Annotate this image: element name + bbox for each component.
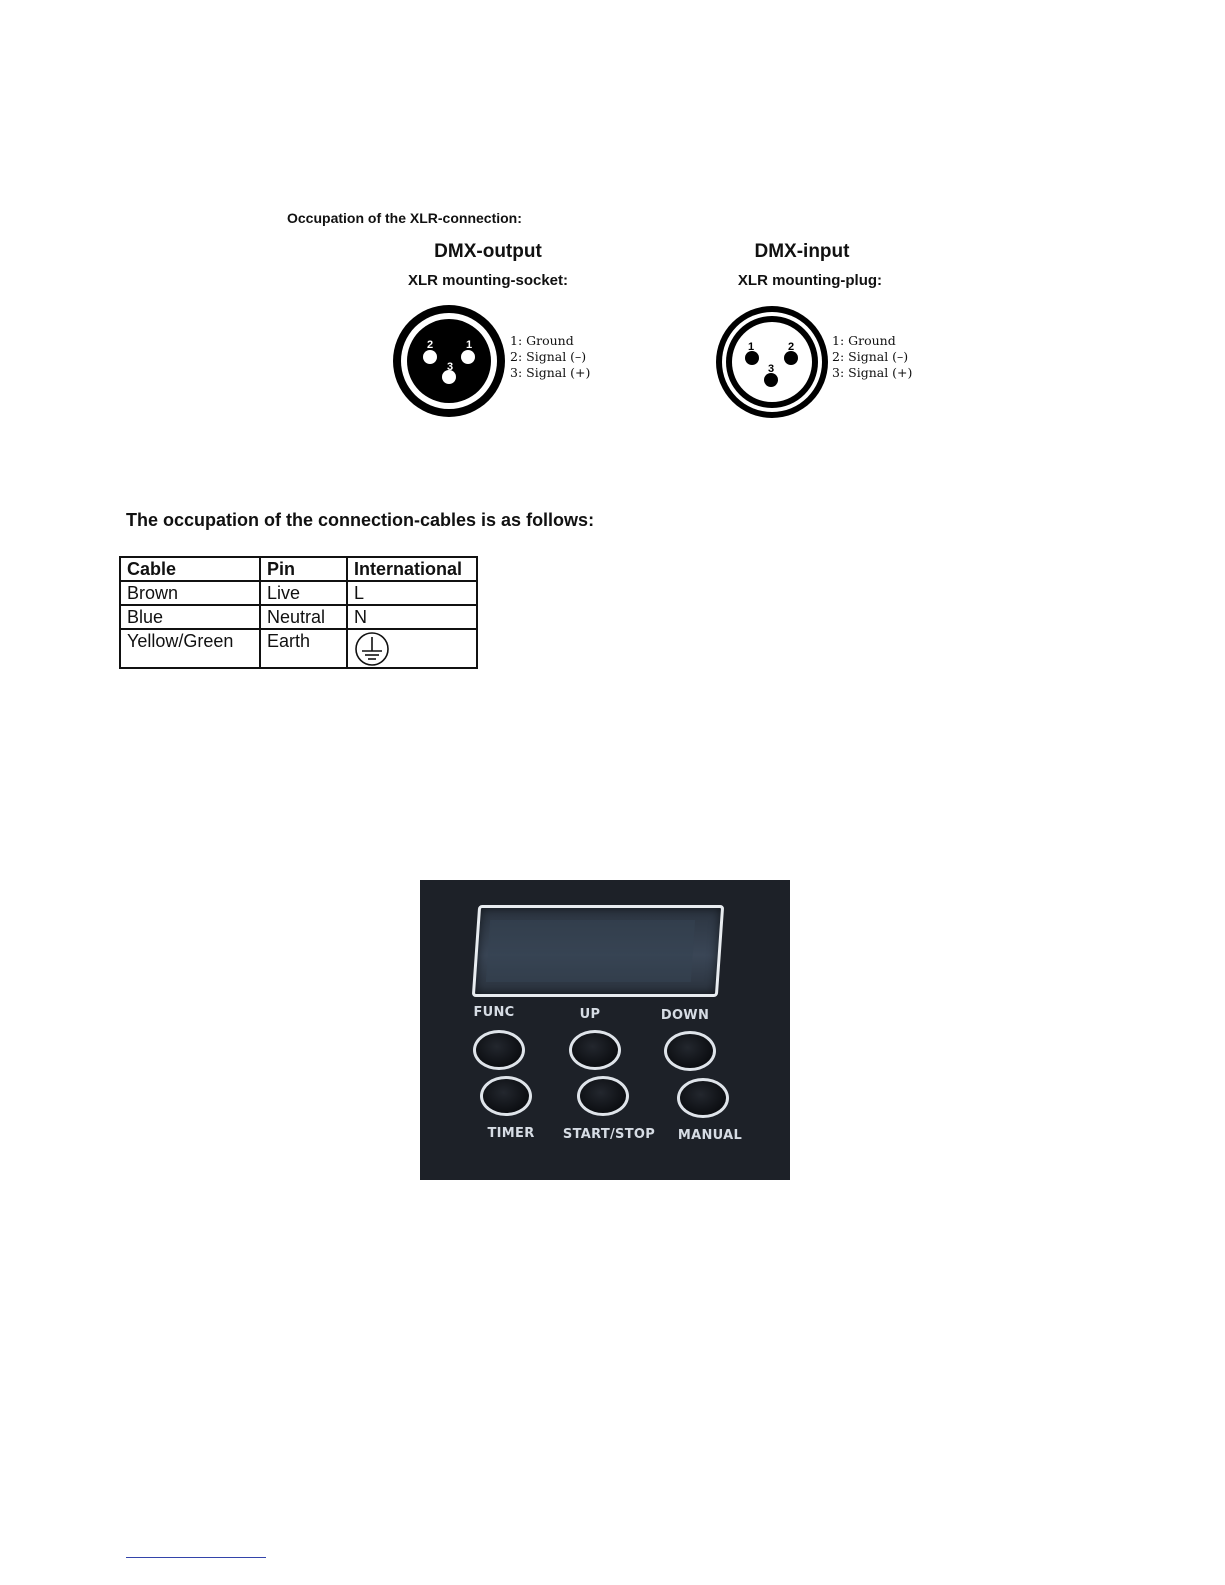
pin-legend-line: 3: Signal (+) <box>832 365 913 380</box>
column-header-international: International <box>347 557 477 581</box>
dmx-input-pin-legend <box>832 333 912 381</box>
protective-earth-icon <box>354 631 390 667</box>
cell-international <box>347 629 477 668</box>
socket-pin-label-2: 2 <box>426 339 434 351</box>
xlr-plug-icon <box>713 303 831 421</box>
up-label: UP <box>579 1007 601 1022</box>
plug-pin-2 <box>784 351 798 365</box>
pin-legend-line: 1: Ground <box>832 333 896 348</box>
table-header-row <box>120 557 477 581</box>
xlr-socket-icon <box>390 302 508 420</box>
xlr-section-title: Occupation of the XLR-connection: <box>287 210 522 226</box>
down-label: DOWN <box>660 1008 710 1023</box>
plug-pin-label-3: 3 <box>767 363 775 375</box>
start-stop-label: START/STOP <box>562 1127 656 1142</box>
pin-legend-line: 2: Signal (–) <box>510 349 587 364</box>
dmx-output-heading: DMX-output <box>434 241 542 262</box>
cell-cable: Yellow/Green <box>120 629 260 668</box>
cell-pin: Neutral <box>260 605 347 629</box>
plug-pin-3 <box>764 373 778 387</box>
cell-pin: Live <box>260 581 347 605</box>
timer-button[interactable] <box>480 1076 532 1116</box>
cell-international: L <box>347 581 477 605</box>
socket-pin-label-3: 3 <box>446 361 454 373</box>
plug-pin-1 <box>745 351 759 365</box>
up-button[interactable] <box>569 1030 621 1070</box>
timer-label: TIMER <box>487 1126 535 1141</box>
manual-label: MANUAL <box>677 1128 743 1143</box>
lcd-display <box>472 905 724 997</box>
table-row <box>120 605 477 629</box>
control-panel-photo <box>420 880 790 1180</box>
start-stop-button[interactable] <box>577 1076 629 1116</box>
footer-rule <box>126 1557 266 1558</box>
cable-section-heading: The occupation of the connection-cables is as follows: <box>126 510 595 530</box>
down-button[interactable] <box>664 1031 716 1071</box>
socket-pin-2 <box>423 350 437 364</box>
plug-pin-label-1: 1 <box>747 341 755 353</box>
table-row <box>120 629 477 668</box>
pin-legend-line: 2: Signal (–) <box>832 349 909 364</box>
pin-legend-line: 3: Signal (+) <box>510 365 591 380</box>
column-header-cable: Cable <box>120 557 260 581</box>
cell-pin: Earth <box>260 629 347 668</box>
dmx-input-subheading: XLR mounting-plug: <box>737 272 883 289</box>
func-button[interactable] <box>473 1030 525 1070</box>
plug-pin-label-2: 2 <box>787 341 795 353</box>
lcd-screen <box>486 920 695 982</box>
dmx-output-pin-legend <box>510 333 590 381</box>
dmx-input-heading: DMX-input <box>754 241 850 262</box>
socket-pin-1 <box>461 350 475 364</box>
column-header-pin: Pin <box>260 557 347 581</box>
socket-pin-label-1: 1 <box>465 339 473 351</box>
cell-international: N <box>347 605 477 629</box>
func-label: FUNC <box>473 1005 515 1020</box>
pin-legend-line: 1: Ground <box>510 333 574 348</box>
table-row <box>120 581 477 605</box>
dmx-output-subheading: XLR mounting-socket: <box>408 272 568 289</box>
cell-cable: Brown <box>120 581 260 605</box>
cable-table <box>119 556 478 669</box>
cell-cable: Blue <box>120 605 260 629</box>
manual-button[interactable] <box>677 1078 729 1118</box>
